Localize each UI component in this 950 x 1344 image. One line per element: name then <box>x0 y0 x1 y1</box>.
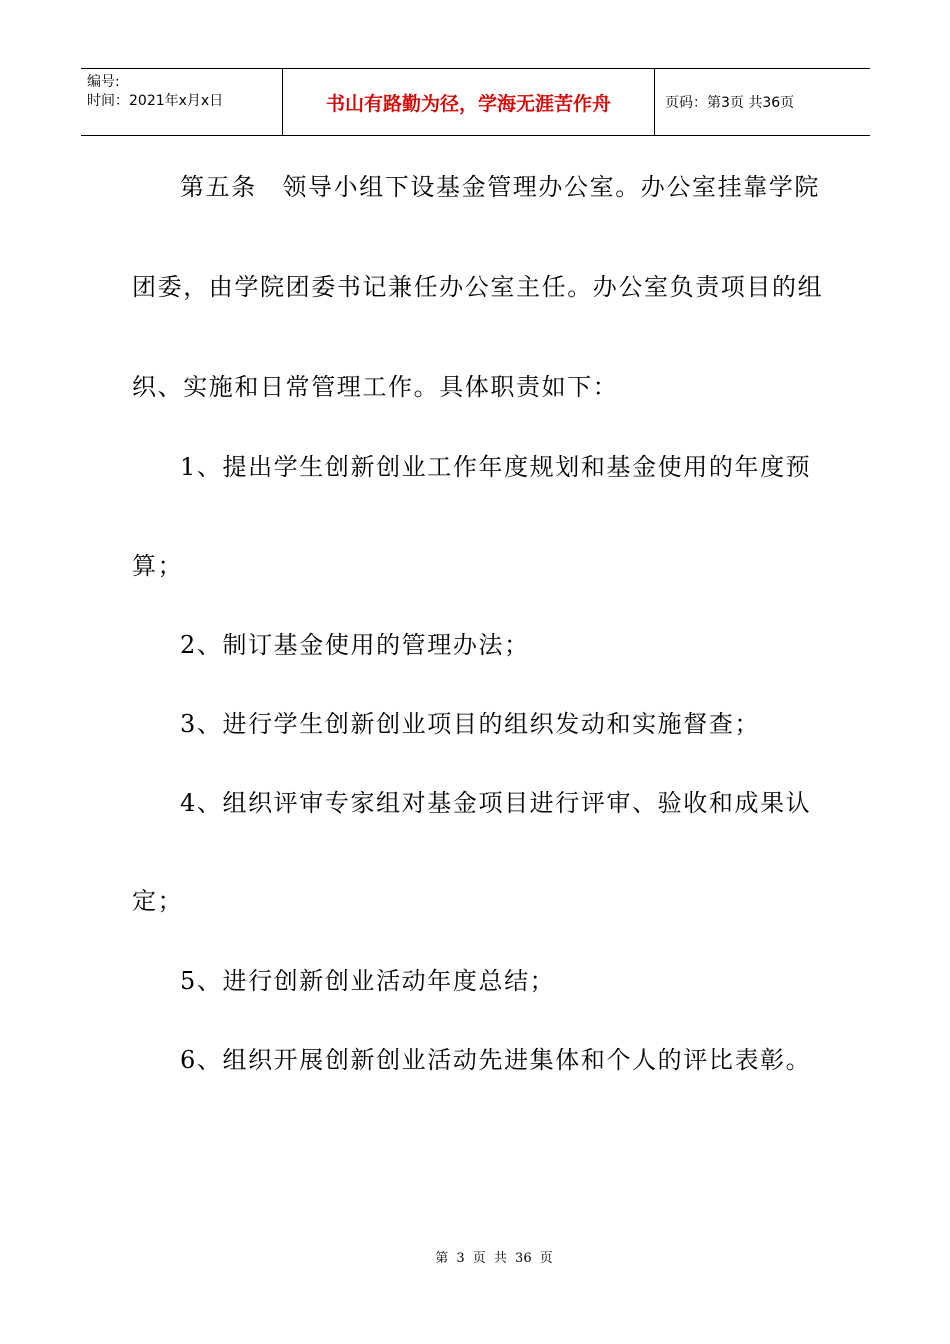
list-item-6: 6、组织开展创新创业活动先进集体和个人的评比表彰。 <box>180 1046 812 1074</box>
body-line: 第五条 领导小组下设基金管理办公室。办公室挂靠学院 <box>180 173 820 201</box>
header-motto: 书山有路勤为径，学海无涯苦作舟 <box>282 69 655 135</box>
body-line: 织、实施和日常管理工作。具体职责如下： <box>132 373 619 401</box>
header-meta <box>81 69 282 135</box>
header-number-label: 编号: <box>87 74 120 90</box>
page-footer: 第 3 页 共 36 页 <box>435 1251 553 1266</box>
list-item-3: 3、进行学生创新创业项目的组织发动和实施督查； <box>180 710 761 738</box>
page-header <box>81 68 870 136</box>
list-item-4: 4、组织评审专家组对基金项目进行评审、验收和成果认 <box>180 789 812 817</box>
body-line: 团委，由学院团委书记兼任办公室主任。办公室负责项目的组 <box>132 273 824 301</box>
list-item-2: 2、制订基金使用的管理办法； <box>180 631 530 659</box>
header-page-info: 页码：第3页 共36页 <box>665 95 795 111</box>
header-time-label: 时间：2021年x月x日 <box>87 93 224 109</box>
body-line: 定； <box>132 887 184 915</box>
list-item-1: 1、提出学生创新创业工作年度规划和基金使用的年度预 <box>180 453 812 481</box>
list-item-5: 5、进行创新创业活动年度总结； <box>180 967 556 995</box>
body-line: 算； <box>132 552 184 580</box>
